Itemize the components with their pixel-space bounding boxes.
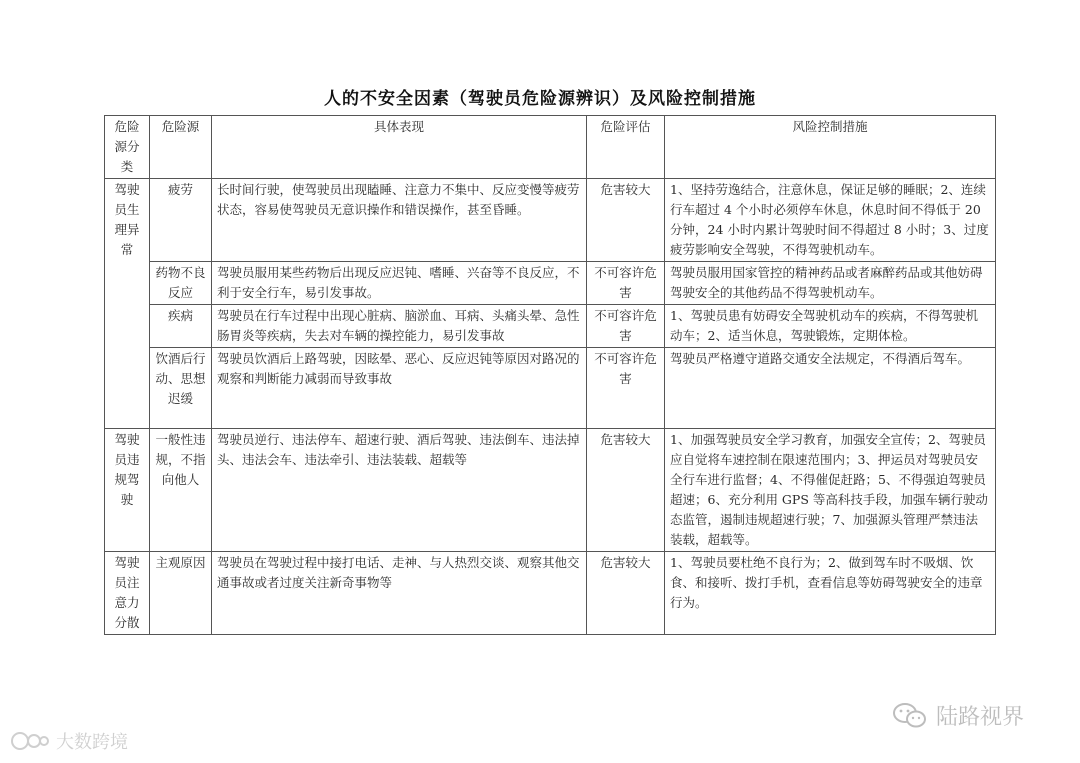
header-assessment: 危险评估 [587, 116, 665, 179]
manifestation-cell: 驾驶员逆行、违法停车、超速行驶、酒后驾驶、违法倒车、违法掉头、违法会车、违法牵引、违法装载、超载等 [212, 429, 587, 552]
source-cell: 主观原因 [150, 552, 212, 635]
document-title: 人的不安全因素（驾驶员危险源辨识）及风险控制措施 [324, 89, 756, 109]
assessment-cell: 危害较大 [587, 179, 665, 262]
table-header-row [105, 116, 996, 179]
manifestation-cell: 驾驶员饮酒后上路驾驶，因眩晕、恶心、反应迟钝等原因对路况的观察和判断能力减弱而导致事故 [212, 348, 587, 429]
source-cell: 疾病 [150, 305, 212, 348]
control-cell: 1、驾驶员要杜绝不良行为；2、做到驾车时不吸烟、饮食、和接听、拨打手机，查看信息等妨碍驾驶安全的违章行为。 [665, 552, 996, 635]
source-cell: 饮酒后行动、思想迟缓 [150, 348, 212, 429]
manifestation-cell: 驾驶员服用某些药物后出现反应迟钝、嗜睡、兴奋等不良反应，不利于安全行车，易引发事故。 [212, 262, 587, 305]
watermark-right [892, 700, 1024, 731]
control-cell: 驾驶员服用国家管控的精神药品或者麻醉药品或其他妨碍驾驶安全的其他药品不得驾驶机动车。 [665, 262, 996, 305]
header-control: 风险控制措施 [665, 116, 996, 179]
watermark-left-text: 大数跨境 [56, 732, 128, 753]
table-row [105, 179, 996, 262]
assessment-cell: 不可容许危害 [587, 348, 665, 429]
assessment-cell: 不可容许危害 [587, 305, 665, 348]
assessment-cell: 危害较大 [587, 552, 665, 635]
category-cell: 驾驶员生理异常 [105, 179, 150, 429]
watermark-left [10, 728, 128, 754]
assessment-cell: 危害较大 [587, 429, 665, 552]
header-source: 危险源 [150, 116, 212, 179]
assessment-cell: 不可容许危害 [587, 262, 665, 305]
manifestation-cell: 长时间行驶，使驾驶员出现瞌睡、注意力不集中、反应变慢等疲劳状态，容易使驾驶员无意识操作和错误操作，甚至昏睡。 [212, 179, 587, 262]
manifestation-cell: 驾驶员在驾驶过程中接打电话、走神、与人热烈交谈、观察其他交通事故或者过度关注新奇事物等 [212, 552, 587, 635]
watermark-right-text: 陆路视界 [936, 705, 1025, 730]
table-row [105, 348, 996, 429]
wechat-icon [892, 702, 928, 730]
control-cell: 1、驾驶员患有妨碍安全驾驶机动车的疾病，不得驾驶机动车；2、适当休息，驾驶锻炼，定期体检。 [665, 305, 996, 348]
table-row [105, 305, 996, 348]
brand-logo-icon [10, 729, 50, 753]
table-row [105, 429, 996, 552]
manifestation-cell: 驾驶员在行车过程中出现心脏病、脑淤血、耳病、头痛头晕、急性肠胃炎等疾病，失去对车辆的操控能力，易引发事故 [212, 305, 587, 348]
source-cell: 药物不良反应 [150, 262, 212, 305]
control-cell: 1、加强驾驶员安全学习教育，加强安全宣传；2、驾驶员应自觉将车速控制在限速范围内；3、押运员对驾驶员安全行车进行监督；4、不得催促赶路；5、不得强迫驾驶员超速；6、充分利用 GPS 等高科技手段，加强车辆行驶动态监管，遏制违规超速行驶；7、加强源头管理严禁违法装载，超载等。 [665, 429, 996, 552]
table-row [105, 552, 996, 635]
control-cell: 1、坚持劳逸结合，注意休息，保证足够的睡眠；2、连续行车超过 4 个小时必须停车休息，休息时间不得低于 20 分钟，24 小时内累计驾驶时间不得超过 8 小时；3、过度疲劳影响安全驾驶，不得驾驶机动车。 [665, 179, 996, 262]
header-category: 危险源分类 [105, 116, 150, 179]
table-row [105, 262, 996, 305]
source-cell: 疲劳 [150, 179, 212, 262]
risk-table [104, 115, 996, 635]
control-cell: 驾驶员严格遵守道路交通安全法规定，不得酒后驾车。 [665, 348, 996, 429]
category-cell: 驾驶员注意力分散 [105, 552, 150, 635]
category-cell: 驾驶员违规驾驶 [105, 429, 150, 552]
header-manifestation: 具体表现 [212, 116, 587, 179]
source-cell: 一般性违规，不指向他人 [150, 429, 212, 552]
